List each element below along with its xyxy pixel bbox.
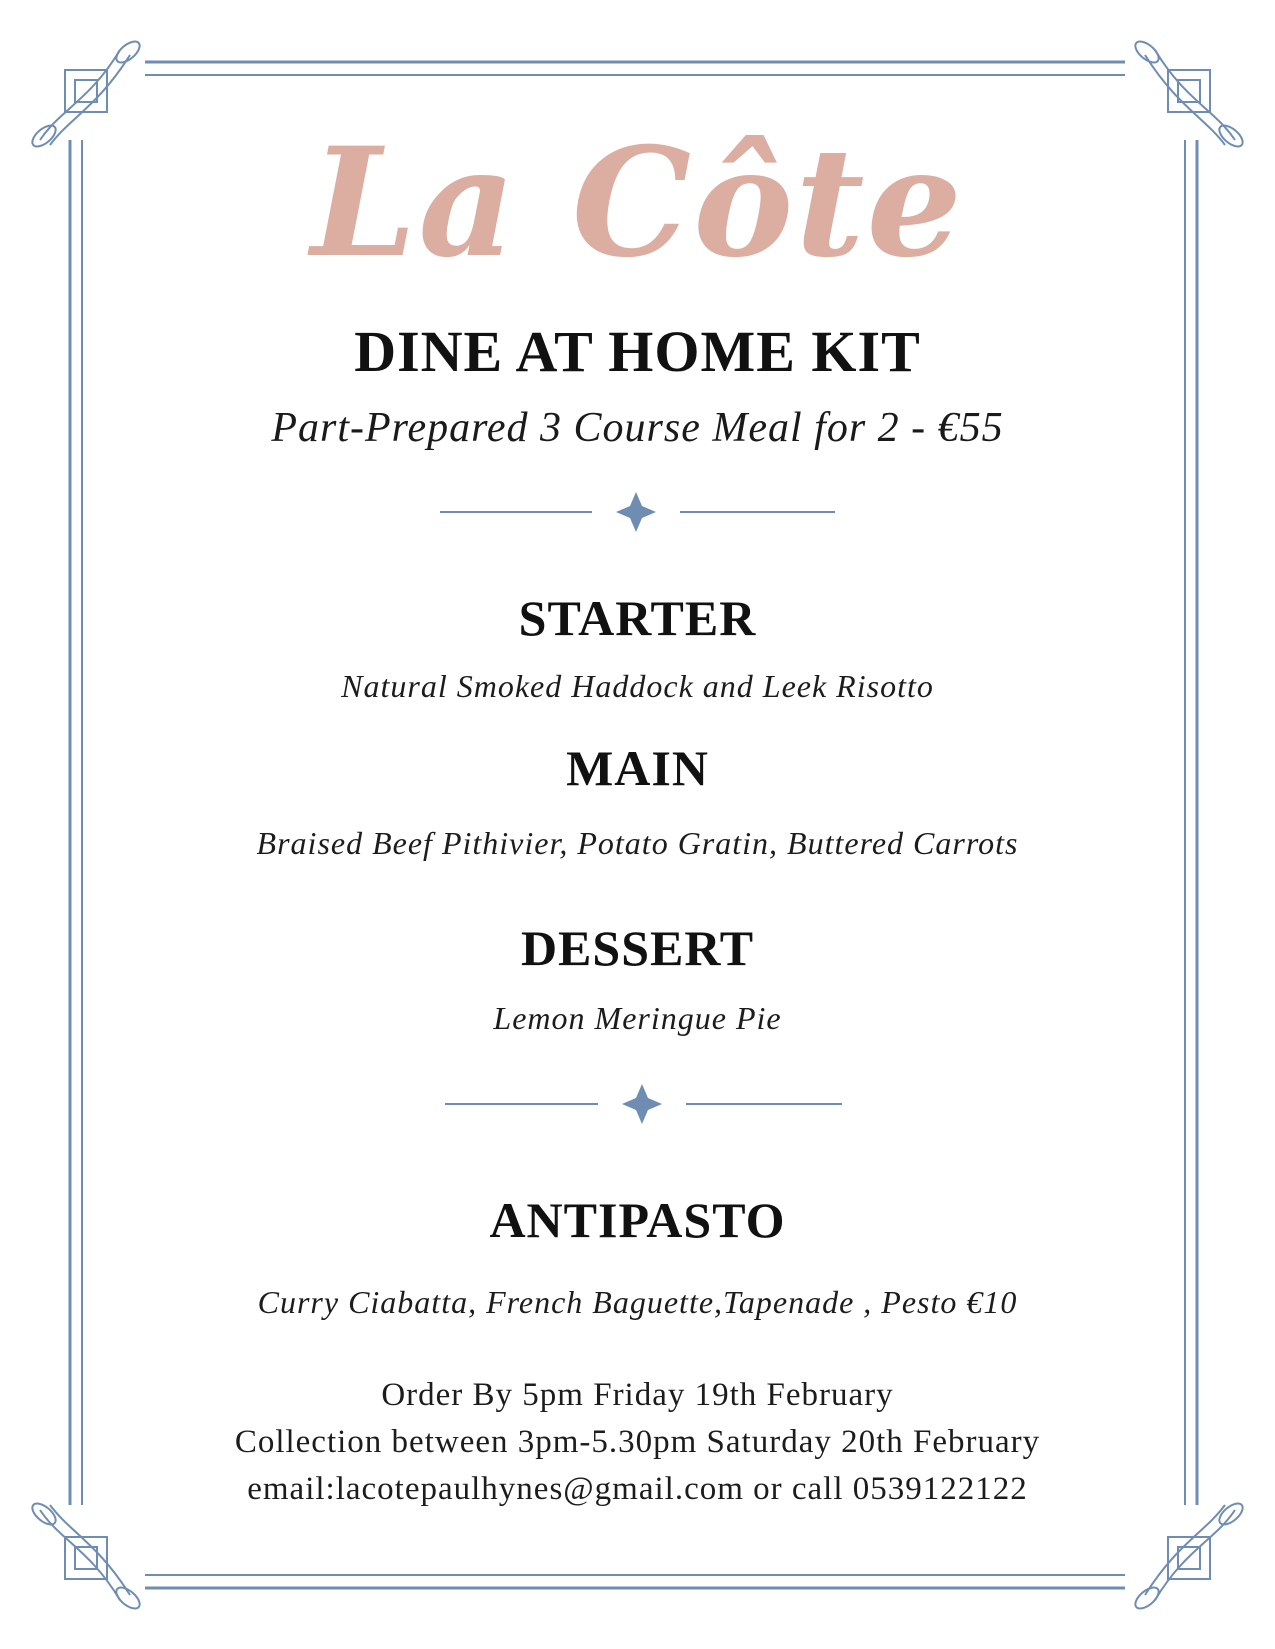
contact-info: email:lacotepaulhynes@gmail.com or call 0539122122 bbox=[247, 1471, 1028, 1507]
course-dish-main: Braised Beef Pithivier, Potato Gratin, Buttered Carrots bbox=[256, 825, 1019, 861]
antipasto-heading: ANTIPASTO bbox=[489, 1192, 786, 1248]
divider-star-icon bbox=[616, 492, 656, 532]
offer-subtitle: Part-Prepared 3 Course Meal for 2 - €55 bbox=[271, 405, 1004, 451]
collection-time: Collection between 3pm-5.30pm Saturday 20th February bbox=[234, 1424, 1041, 1460]
corner-ornament-bottom-left-icon bbox=[29, 1500, 143, 1613]
divider-top bbox=[440, 492, 835, 532]
antipasto-dish: Curry Ciabatta, French Baguette,Tapenade , Pesto €10 bbox=[257, 1284, 1018, 1320]
course-dish-dessert: Lemon Meringue Pie bbox=[493, 1000, 782, 1036]
course-heading-starter: STARTER bbox=[518, 590, 757, 646]
course-heading-main: MAIN bbox=[566, 740, 709, 796]
course-heading-dessert: DESSERT bbox=[520, 920, 755, 976]
page-title: DINE AT HOME KIT bbox=[354, 319, 921, 384]
order-deadline: Order By 5pm Friday 19th February bbox=[381, 1377, 894, 1413]
divider-bottom bbox=[445, 1084, 842, 1124]
course-dish-starter: Natural Smoked Haddock and Leek Risotto bbox=[341, 668, 934, 704]
corner-ornament-bottom-right-icon bbox=[1132, 1500, 1246, 1613]
restaurant-logo: La Côte bbox=[310, 115, 965, 291]
divider-star-icon bbox=[622, 1084, 662, 1124]
